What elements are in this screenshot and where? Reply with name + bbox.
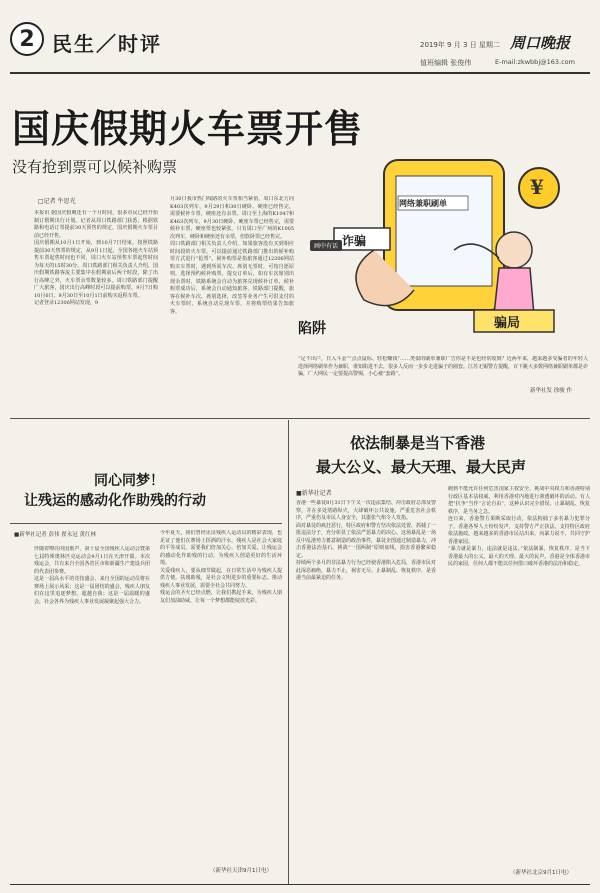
cartoon-sign-scam: 诈骗 [342,234,367,248]
cartoon [304,140,594,340]
cartoon-title: 陷阱 [298,321,326,337]
cartoon-credit: 新华社发 徐骏 作 [530,388,572,394]
page-number-badge [10,22,44,56]
upper-section-rule [10,418,590,419]
lead-subhead: 没有抢到票可以候补购票 [12,158,178,176]
cartoon-tag: 画中有话 [310,240,342,251]
masthead-rule [10,72,590,74]
paper-name: 周口晚报 [510,34,571,52]
section-title: 民生／时评 [52,32,162,56]
disability-body-col2: 今年夏天，我们曾经见证残疾人运动员的精彩表现，也见证了他们在赛场上挥洒的汗水。残疾人是社会大家庭的平等成员，需要我们倍加关心、倍加关爱。让残运会的感动化作助残的行动，为残疾人创造更好的生活环境。 关爱残疾人，要从细节做起，在日常生活中为残疾人提供方便。扶残助残，是社会文明进步的重要标志。推动残疾人事业发展，需要全社会共同努力。 残运会的圣火已经点燃，让我们携起手来，为残疾人朋友们加油助威，让每一个梦想都能绽放光彩。 [160,530,282,604]
masthead [10,20,590,72]
footer-rule [10,884,590,885]
disability-headline-1: 同心同梦！ [94,473,164,489]
column-divider [288,420,289,885]
lead-body-col2: 月30日我市热门线路的火车票相当紧俏，周口东北方向K403次列车，9月29日和30日硬卧、硬座已经售完，需要候补车票，硬座还有余票。周口至上海的K1047和K463次列车，9月30日硬卧、硬座车票已经售完，需要候补车票，硬座票也较紧张。只有周口至广州的K1005次列车，硬卧和硬座还有余票，但软卧票已经售完。 周口铁路部门相关负责人介绍，如果旅客没有买到相应时间段的火车票，可以提前通过铁路部门推出的候补购票方式进行“抢票”。候补购票是指旅客通过12306网站购买车票时，遇到所需车次、席别无票时，可按自愿原则，选择预约候补购票，提交订单后，如有车次席别出现余票时，铁路系统会自动为旅客兑现候补订单，候补购票成功后，系统会自动通知旅客。铁路部门提醒，旅客在候补车次、席别选择，改签等业务产生可供支付的火车票时，系统自动兑现车票，并将购票结果告知旅客。 [170,196,294,315]
disability-credit: （新华社天津9月1日电） [210,868,272,874]
hk-credit: （新华社北京9月1日电） [510,870,572,876]
email-line: E-mail:zkwbbj@163.com [495,58,575,66]
hk-body-col1: 香港一些暴徒8月31日下午又一次违法集结、冲击政府总部及警察，并在多处堵路纵火，大肆破坏公共设施，严重危害社会秩序，严重伤及市民人身安全，其嚣张气焰令人发指。 面对暴徒的疯狂恶行，特区政府和警方坚决依法处置，抓捕了一批违法分子，充分彰显了依法严惩暴力的决心。这场暴乱是一场反中乱港势力蓄意制造的政治事件，暴徒企图通过制造暴力，冲击香港法治基石，挑战“一国两制”原则底线，损害香港繁荣稳定。 持续两个多月的非法暴力行为已经使香港陷入危局，香港市民对此深恶痛绝，暴力不止，祸害无尽。止暴制乱、恢复秩序，是香港当前最紧迫的任务。 [296,500,436,581]
disability-body-col1: 伴随着嘹亮的国歌声，第十届全国残疾人运动会暨第七届特殊奥林匹克运动会9月1日在天津开幕。本次残运会，共有来自全国各省区市和新疆生产建设兵团的代表团参赛。 这是一届高水平的竞技盛会，来自全国的运动员将在赛场上展示风采；这是一届团结的盛会，残疾人朋友们在这里追逐梦想、超越自我；这是一届温暖的盛会，社会各界为残疾人事业发展凝聚起强大合力。 [34,546,150,605]
lead-byline: □记者 牛思光 [38,198,76,205]
cartoon-sign-trap: 骗局 [494,316,521,331]
lead-headline: 国庆假期火车票开售 [12,106,364,151]
hk-headline-2: 最大公义、最大天理、最大民声 [316,458,527,476]
hk-body-col2: 跑到不能允许任何危害国家主权安全、挑战中央权力和香港特别行政区基本法权威、利用香港对内地进行渗透破坏的活动。有人把“抗争”当作“言论自由”，这种认识完全错误。止暴制乱、恢复秩序，是当务之急。 连日来，香港警方果断采取行动，依法拘捕了多名暴力犯罪分子。香港各界人士纷纷发声，支持警方严正执法，支持特区政府依法施政。越来越多的香港市民站出来，向暴力说不，共同守护香港家园。 “暴力就是暴力，违法就是违法。”依法制暴，恢复秩序，是当下香港最大的公义、最大的天理、最大的民声。香港是全体香港市民的家园，任何人都不能以任何借口破坏香港的法治和稳定。 [448,486,590,567]
date-line: 2019年 9 月 3 日 星期二 [420,41,500,49]
editor-line: 值班编辑 张俊伟 [420,59,472,67]
disability-byline: ■新华社记者 彭伟 翟永冠 黄红林 [14,532,96,538]
cartoon-screen-label: 网络兼职刷单 [399,199,447,208]
disability-head-rule [10,523,282,524]
hk-headline-1: 依法制暴是当下香港 [350,434,486,452]
page-number: 2 [19,26,35,52]
cartoon-caption: “足不出户，日入斗金”“点点鼠标、轻松赚钱”……类似的刷单兼职广告你是不是也经常收到？近两年来，越来越多受骗者的年轻人选择网络刷单作为兼职，谁知陷进不去，很多人反而一步步走进骗子的圈套。江苏无锡警方提醒，百下跳大多数网络兼职刷单都是诈骗，广大网民一定要提高警惕，小心被“套路”。 [298,356,588,377]
disability-headline-2: 让残运的感动化作助残的行动 [24,493,206,509]
hk-byline: ■新华社记者 [296,490,332,497]
lead-body-col1: 本报讯 据国庆假期还有一个月时间，很多市民已经开始制订假期出行计划。记者从周口铁路部门获悉，根据铁路和电话订票提前30天预售的规定，国庆假期火车票目前已经开售。 国庆假期从10月1日开始，到10月7日结束。按照铁路提前30天售票的规定，从9月1日起，全国各地火车站预售车票起售时间也不同，周口火车站预售车票起售时间为每天的15时30分。周口铁路部门相关负责人介绍，国庆假期铁路客流主要集中在假期前后两个时段，除了出行高峰之外，火车票余票数量较多。周口铁路部门提醒广大旅客，国庆出行高峰时段可以提前购票，9月7日购10月6日，9月30日至10月1日前购买返程车票。 记者登录12306网站发现，9 [34,210,158,306]
coin-symbol: ¥ [530,175,544,199]
